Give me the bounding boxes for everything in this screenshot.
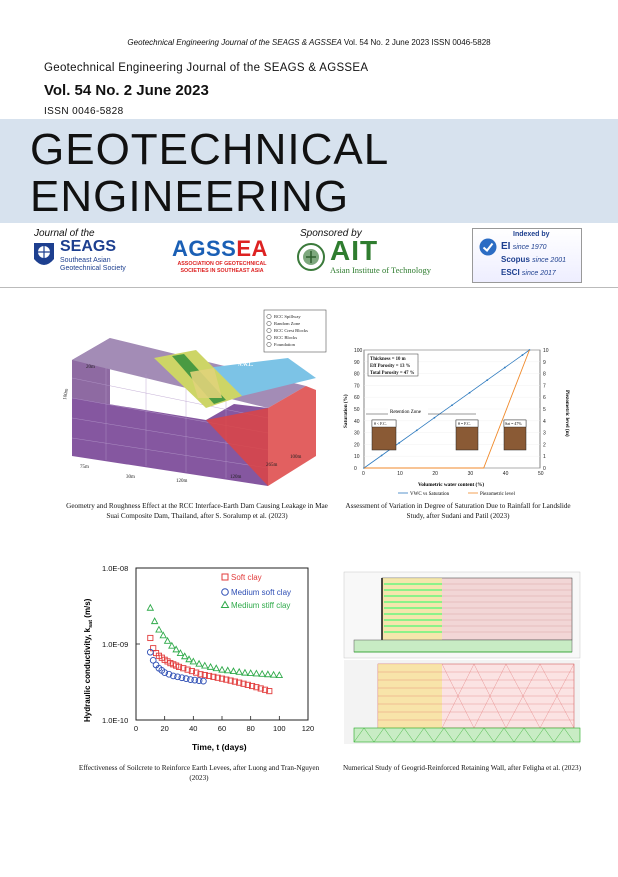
seags-emblem-icon xyxy=(32,241,56,271)
fig2-ytick-label: 70 xyxy=(354,383,360,390)
fig3-legend-3: Medium stiff clay xyxy=(231,601,291,610)
fig2-y2tick-label: 8 xyxy=(543,371,546,378)
fig2-xtick-label: 40 xyxy=(502,471,509,477)
fig2-y2tick-label: 2 xyxy=(543,442,546,449)
fig2-info-thickness: Thickness = 10 m xyxy=(370,357,406,362)
fig2-ylabel-left: Saturation (%) xyxy=(343,394,349,428)
title-line-1: GEOTECHNICAL xyxy=(30,125,390,174)
fig2-box-label-3: Sat = 47% xyxy=(505,421,522,426)
fig2-ytick-label: 0 xyxy=(354,466,357,472)
fig2-y2tick-label: 4 xyxy=(543,418,546,425)
fig3-ytick-label: 1.0E-08 xyxy=(102,564,129,573)
seags-subtitle-2: Geotechnical Society xyxy=(60,265,126,272)
fig2-box-label-1: θ < F.C. xyxy=(374,421,387,426)
dim-label-20m: 20m xyxy=(86,365,95,370)
fig3-xtick-label: 100 xyxy=(273,724,286,733)
index-ei: EI since 1970 xyxy=(501,241,547,252)
title-line-2: ENGINEERING xyxy=(30,172,350,221)
indexed-by-label: Indexed by xyxy=(513,231,550,238)
agssea-subtitle-1: ASSOCIATION OF GEOTECHNICAL xyxy=(177,261,267,267)
dam-legend-3: RCC Crest Blocks xyxy=(274,328,308,333)
fig3-ytick-label: 1.0E-09 xyxy=(102,640,129,649)
fig2-ytick-label: 30 xyxy=(354,430,360,437)
fig2-ytick-label: 40 xyxy=(354,418,360,425)
fig2-xtick-label: 20 xyxy=(432,471,438,477)
agssea-logo: AGSSEA xyxy=(172,236,268,261)
geogrid-foundation xyxy=(354,640,572,652)
fig2-xtick-label: 50 xyxy=(538,471,544,477)
fig3-ylabel xyxy=(83,598,94,722)
ait-logo-text: AIT xyxy=(330,235,379,266)
ait-seal-icon xyxy=(296,242,326,272)
fig2-xlabel: Volumetric water content (%) xyxy=(418,482,485,488)
dam-legend-2: Random Zone xyxy=(274,321,301,326)
caption-fig4: Numerical Study of Geogrid-Reinforced Retaining Wall, after Feligha et al. (2023) xyxy=(342,764,581,772)
dim-label-height: 100m xyxy=(63,388,70,401)
header-divider xyxy=(0,287,618,288)
fig2-y2tick-label: 0 xyxy=(543,466,546,472)
caption-fig1: Geometry and Roughness Effect at the RCC Interface-Earth Dam Causing Leakage in Mae Suai Composite Dam, Thailand, after S. Soralump et al. (2023) xyxy=(66,502,328,520)
dam-legend-5: Foundation xyxy=(274,342,295,347)
dam-legend-1: RCC Spillway xyxy=(274,314,301,319)
running-header-issue: Vol. 54 No. 2 June 2023 ISSN 0046-5828 xyxy=(343,38,491,47)
verified-badge-icon xyxy=(479,238,497,256)
caption-fig3: Effectiveness of Soilcrete to Reinforce Earth Levees, after Luong and Tran-Nguyen (2023) xyxy=(78,764,320,782)
fig2-ytick-label: 60 xyxy=(354,395,360,402)
fig3-legend-1: Soft clay xyxy=(231,573,262,582)
fig3-xtick-label: 40 xyxy=(189,724,198,733)
fig3-ytick-label: 1.0E-10 xyxy=(102,716,129,725)
fig3-legend-2: Medium soft clay xyxy=(231,588,292,597)
fig2-point-saturation xyxy=(504,367,506,369)
fig2-info-eff-porosity: Eff Porosity = 13 % xyxy=(370,364,411,369)
fig2-box-label-2: θ = F.C. xyxy=(458,421,471,426)
fig2-xtick-label: 0 xyxy=(362,471,365,477)
journal-of-the-label: Journal of the xyxy=(34,228,95,239)
logos-row xyxy=(0,224,618,288)
figure-saturation-chart xyxy=(338,342,576,498)
fig2-y2tick-label: 3 xyxy=(543,430,546,437)
indexed-by-box xyxy=(472,228,582,283)
seags-subtitle-1: Southeast Asian xyxy=(60,257,111,264)
fig3-xtick-label: 60 xyxy=(217,724,227,733)
nwl-label: N.W.L. xyxy=(238,363,254,368)
fig2-point-saturation xyxy=(486,379,488,381)
fig3-xtick-label: 20 xyxy=(160,724,169,733)
issn: ISSN 0046-5828 xyxy=(44,106,124,117)
seags-logo-text: SEAGS xyxy=(60,238,117,255)
dim-label-265m: 265m xyxy=(266,463,278,468)
fig2-y2tick-label: 7 xyxy=(543,383,546,390)
fig2-point-saturation xyxy=(469,392,471,394)
dim-label-120m: 120m xyxy=(176,479,188,484)
fig2-y2tick-label: 6 xyxy=(543,395,546,402)
dam-legend-4: RCC Blocks xyxy=(274,335,298,340)
dim-label-30m: 30m xyxy=(126,475,135,480)
dim-label-75m: 75m xyxy=(80,465,89,470)
dim-label-120m-b: 120m xyxy=(230,475,242,480)
fig2-y2tick-label: 10 xyxy=(543,348,549,354)
fig2-legend-2: Piezometric level xyxy=(480,492,515,497)
fig3-ylabel-sub: sat xyxy=(88,619,94,628)
fig2-y2tick-label: 1 xyxy=(543,454,546,461)
fig3-xtick-label: 0 xyxy=(133,724,139,733)
fig2-ytick-label: 20 xyxy=(354,442,360,449)
fig2-legend-1: VWC vs Saturation xyxy=(410,492,450,497)
fig2-zone-label: Retention Zone xyxy=(390,410,421,415)
fig2-y2tick-label: 5 xyxy=(543,407,546,413)
index-scopus: Scopus since 2001 xyxy=(501,255,566,264)
fig2-xtick-label: 10 xyxy=(397,471,403,477)
fig2-xtick-label: 30 xyxy=(467,471,474,477)
fig2-info-total-porosity: Total Porosity = 47 % xyxy=(370,371,415,376)
geogrid-reinforced-zone xyxy=(382,578,442,640)
fig3-xtick-label: 80 xyxy=(246,724,255,733)
ait-subtitle: Asian Institute of Technology xyxy=(330,265,431,275)
figure-dam-model xyxy=(63,308,328,484)
fig2-point-saturation xyxy=(434,417,436,419)
fig3-ylabel-main: Hydraulic conductivity, k xyxy=(83,627,92,722)
fig2-point-saturation xyxy=(522,354,524,356)
geogrid-mesh-foundation xyxy=(354,728,580,742)
running-header-journal: Geotechnical Engineering Journal of the SEAGS & AGSSEA xyxy=(127,38,342,47)
fig3-xlabel: Time, t (days) xyxy=(192,742,247,752)
dim-label-100m: 100m xyxy=(290,455,302,460)
fig2-point-saturation xyxy=(416,429,418,431)
fig2-y2tick-label: 9 xyxy=(543,359,546,366)
fig2-point-saturation xyxy=(398,442,400,444)
caption-fig2: Assessment of Variation in Degree of Saturation Due to Rainfall for Landslide Study, after Sudani and Patil (2023) xyxy=(345,502,571,520)
volume-issue: Vol. 54 No. 2 June 2023 xyxy=(44,82,209,99)
fig2-ylabel-right: Piezometric level (m) xyxy=(564,390,570,437)
fig2-point-saturation xyxy=(451,404,453,406)
fig2-ytick-label: 50 xyxy=(354,407,360,413)
fig2-ytick-label: 10 xyxy=(354,454,360,461)
fig3-xtick-label: 120 xyxy=(301,724,315,733)
index-list xyxy=(501,241,579,280)
running-header xyxy=(0,38,618,47)
fig2-point-saturation xyxy=(381,455,383,457)
fig2-ytick-label: 80 xyxy=(354,371,360,378)
agssea-subtitle xyxy=(172,261,272,275)
index-esci: ESCI since 2017 xyxy=(501,268,556,277)
agssea-subtitle-2: SOCIETIES IN SOUTHEAST ASIA xyxy=(180,268,264,274)
figure-hydraulic-conductivity-chart xyxy=(74,562,324,758)
seags-subtitle xyxy=(60,257,126,273)
fig2-ytick-label: 90 xyxy=(354,359,360,366)
journal-name: Geotechnical Engineering Journal of the SEAGS & AGSSEA xyxy=(44,62,369,74)
sponsored-by-label: Sponsored by xyxy=(300,228,362,239)
fig3-ylabel-unit: (m/s) xyxy=(83,598,92,620)
figure-geogrid-wall xyxy=(344,572,580,744)
fig2-ytick-label: 100 xyxy=(354,348,363,354)
